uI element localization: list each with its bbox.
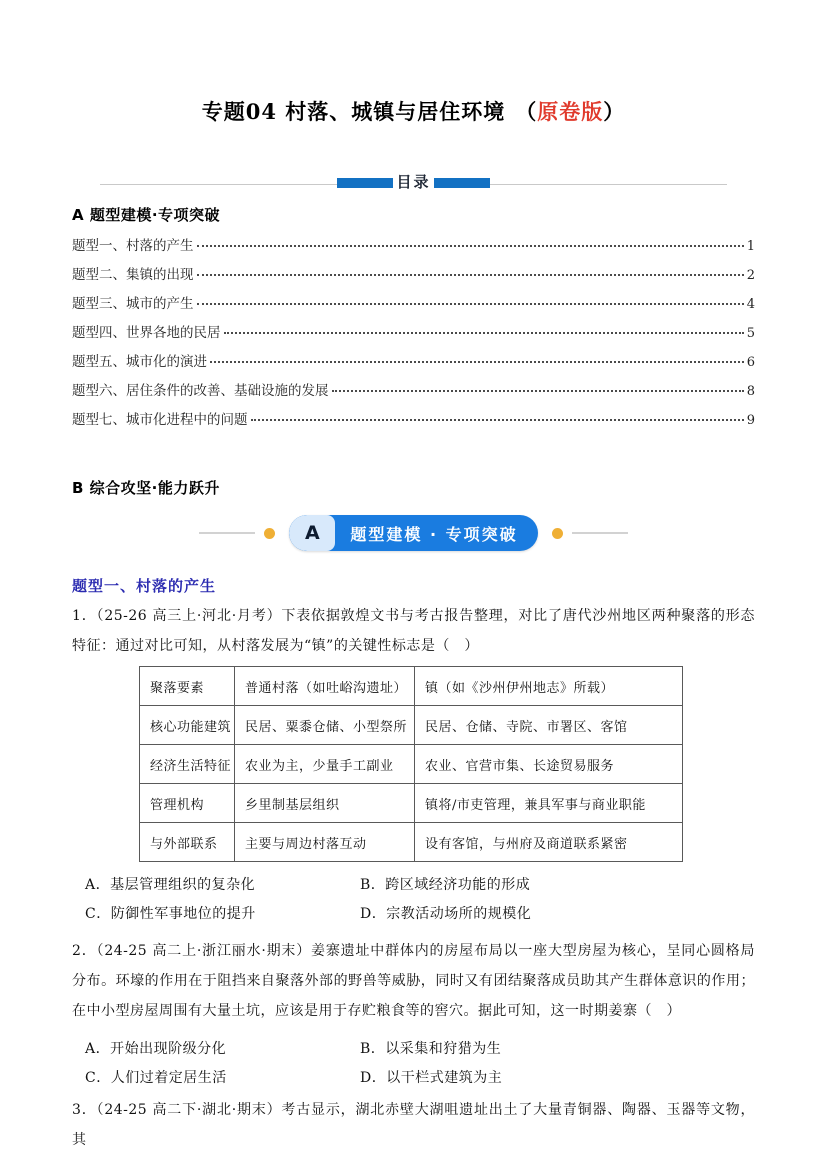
section-a-badge — [289, 515, 537, 551]
table-row — [140, 823, 683, 862]
toc-item-7[interactable] — [72, 408, 755, 437]
toc-section-a-heading: A 题型建模·专项突破 — [72, 206, 221, 224]
toc-item-3[interactable] — [72, 292, 755, 321]
toc-section-b-heading: B 综合攻坚·能力跃升 — [72, 479, 220, 497]
toc-dot-leader — [224, 332, 744, 334]
table-cell: 民居、仓储、寺院、市署区、客馆 — [415, 706, 683, 745]
table-cell: 普通村落（如吐峪沟遗址） — [235, 667, 415, 706]
page-title-paren-open: （ — [515, 99, 538, 124]
option-c: C．人们过着定居生活 — [85, 1069, 227, 1086]
toc-item-page: 8 — [746, 384, 755, 399]
toc-item-4[interactable] — [72, 321, 755, 350]
option-d: D．以干栏式建筑为主 — [360, 1069, 503, 1086]
banner-line-left — [199, 532, 255, 534]
toc-item-2[interactable] — [72, 263, 755, 292]
toc-item-label: 题型三、城市的产生 — [72, 296, 194, 312]
toc-header: 目录 — [393, 171, 433, 192]
question-1-table — [139, 666, 683, 862]
table-row — [140, 784, 683, 823]
topic-heading: 题型一、村落的产生 — [72, 577, 217, 595]
table-cell: 农业为主，少量手工副业 — [235, 745, 415, 784]
toc-dot-leader — [197, 303, 744, 305]
toc-dot-leader — [197, 274, 744, 276]
table-row — [140, 706, 683, 745]
option-d: D．宗教活动场所的规模化 — [360, 905, 532, 922]
toc-item-page: 1 — [746, 239, 755, 254]
toc-dot-leader — [332, 390, 744, 392]
badge-letter: A — [289, 515, 335, 551]
toc-item-page: 4 — [746, 297, 755, 312]
table-cell: 设有客馆，与州府及商道联系紧密 — [415, 823, 683, 862]
table-cell: 镇（如《沙州伊州地志》所载） — [415, 667, 683, 706]
toc-item-5[interactable] — [72, 350, 755, 379]
toc-bar-left — [337, 178, 393, 188]
toc-item-label: 题型一、村落的产生 — [72, 238, 194, 254]
table-cell: 镇将/市吏管理，兼具军事与商业职能 — [415, 784, 683, 823]
toc-list — [72, 234, 755, 437]
question-1-options — [72, 869, 755, 927]
banner-dot-right — [552, 528, 563, 539]
option-b: B．跨区域经济功能的形成 — [360, 876, 531, 893]
question-2-options — [72, 1033, 755, 1091]
page-title-paren-group — [515, 99, 625, 124]
table-cell: 民居、粟黍仓储、小型祭所 — [235, 706, 415, 745]
toc-item-6[interactable] — [72, 379, 755, 408]
page-title-edition: 原卷版 — [537, 99, 604, 124]
table-cell: 乡里制基层组织 — [235, 784, 415, 823]
banner-line-right — [572, 532, 628, 534]
toc-bar-right — [434, 178, 490, 188]
toc-divider — [72, 173, 755, 189]
table-cell: 与外部联系 — [140, 823, 235, 862]
table-cell: 主要与周边村落互动 — [235, 823, 415, 862]
toc-item-1[interactable] — [72, 234, 755, 263]
question-1-stem: 1．（25-26 高三上·河北·月考）下表依据敦煌文书与考古报告整理，对比了唐代沙州地区两种聚落的形态特征：通过对比可知，从村落发展为“镇”的关键性标志是（ ） — [72, 608, 755, 654]
toc-dot-leader — [251, 419, 744, 421]
option-b: B．以采集和狩猎为生 — [360, 1040, 502, 1057]
table-row — [140, 667, 683, 706]
option-a: A．开始出现阶级分化 — [85, 1040, 227, 1057]
table-cell: 经济生活特征 — [140, 745, 235, 784]
option-c: C．防御性军事地位的提升 — [85, 905, 256, 922]
section-a-banner — [72, 515, 755, 551]
question-3-stem: 3．（24-25 高二下·湖北·期末）考古显示，湖北赤壁大湖咀遗址出土了大量青铜器、陶器、玉器等文物，其 — [72, 1102, 755, 1148]
toc-item-label: 题型六、居住条件的改善、基础设施的发展 — [72, 383, 329, 399]
badge-label: 题型建模 · 专项突破 — [350, 524, 518, 544]
toc-dot-leader — [197, 245, 744, 247]
toc-dot-leader — [210, 361, 744, 363]
page-title — [72, 96, 755, 126]
table-cell: 核心功能建筑 — [140, 706, 235, 745]
toc-item-page: 5 — [746, 326, 755, 341]
table-row — [140, 745, 683, 784]
table-cell: 聚落要素 — [140, 667, 235, 706]
page-title-paren-close: ） — [603, 99, 626, 124]
banner-dot-left — [264, 528, 275, 539]
table-cell: 农业、官营市集、长途贸易服务 — [415, 745, 683, 784]
toc-item-label: 题型五、城市化的演进 — [72, 354, 207, 370]
option-a: A．基层管理组织的复杂化 — [85, 876, 256, 893]
toc-item-label: 题型二、集镇的出现 — [72, 267, 194, 283]
table-cell: 管理机构 — [140, 784, 235, 823]
toc-item-page: 6 — [746, 355, 755, 370]
toc-item-page: 9 — [746, 413, 755, 428]
page-title-main: 专题04 村落、城镇与居住环境 — [201, 99, 506, 124]
toc-item-label: 题型四、世界各地的民居 — [72, 325, 221, 341]
toc-item-page: 2 — [746, 268, 755, 283]
toc-item-label: 题型七、城市化进程中的问题 — [72, 412, 248, 428]
question-2-stem: 2．（24-25 高二上·浙江丽水·期末）姜寨遗址中群体内的房屋布局以一座大型房屋为核心，呈同心圆格局分布。环壕的作用在于阻挡来自聚落外部的野兽等威胁，同时又有团结聚落成员助其产生群体意识的作用；在中小型房屋周围有大量土坑，应该是用于存贮粮食等的窖穴。据此可知，这一时期姜寨（ ） — [72, 943, 755, 1019]
